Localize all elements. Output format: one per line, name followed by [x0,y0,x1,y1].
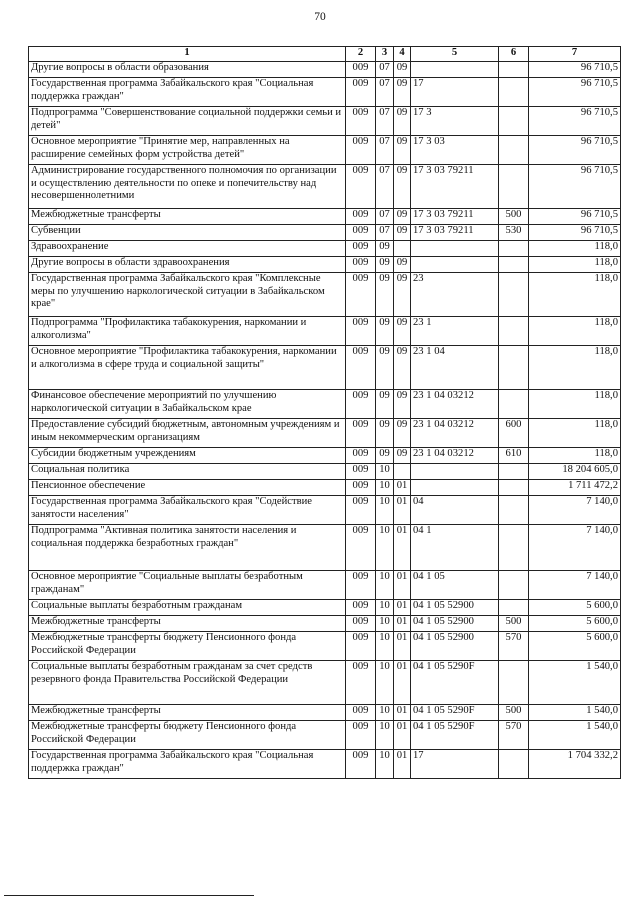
row-amount: 118,0 [529,257,621,273]
row-code-4: 01 [394,705,411,721]
table-row [29,750,621,779]
row-name: Межбюджетные трансферты [29,705,346,721]
row-name: Администрирование государственного полномочия по организации и осуществлению деятельности по опеке и попечительству над несовершеннолетними [29,165,346,209]
row-amount: 118,0 [529,390,621,419]
row-code-2: 009 [346,390,376,419]
row-amount: 118,0 [529,419,621,448]
row-code-6 [499,136,529,165]
table-row [29,165,621,209]
row-amount: 5 600,0 [529,600,621,616]
row-code-3: 10 [376,750,394,779]
row-code-2: 009 [346,241,376,257]
row-amount: 96 710,5 [529,209,621,225]
row-code-2: 009 [346,496,376,525]
row-code-2: 009 [346,616,376,632]
table-row [29,496,621,525]
row-code-2: 009 [346,600,376,616]
row-amount: 96 710,5 [529,78,621,107]
row-name: Межбюджетные трансферты [29,616,346,632]
row-code-5 [411,62,499,78]
row-code-5: 17 [411,78,499,107]
row-amount: 7 140,0 [529,525,621,571]
row-code-2: 009 [346,62,376,78]
row-code-2: 009 [346,480,376,496]
table-row [29,419,621,448]
row-code-5: 17 3 03 79211 [411,165,499,209]
row-code-3: 09 [376,257,394,273]
row-code-4 [394,241,411,257]
row-code-5: 04 1 05 52900 [411,600,499,616]
row-name: Другие вопросы в области здравоохранения [29,257,346,273]
row-code-4: 01 [394,600,411,616]
table-row [29,525,621,571]
row-code-3: 09 [376,317,394,346]
row-code-6: 500 [499,705,529,721]
row-code-5: 04 1 [411,525,499,571]
table-row [29,721,621,750]
table-row [29,346,621,390]
row-code-6 [499,241,529,257]
row-code-3: 10 [376,721,394,750]
row-code-6 [499,480,529,496]
row-name: Пенсионное обеспечение [29,480,346,496]
row-code-5: 23 1 04 03212 [411,419,499,448]
row-code-2: 009 [346,317,376,346]
row-amount: 5 600,0 [529,616,621,632]
row-code-6: 600 [499,419,529,448]
row-code-2: 009 [346,273,376,317]
row-code-6 [499,107,529,136]
row-code-5: 17 3 [411,107,499,136]
row-code-4: 01 [394,496,411,525]
header-col-7: 7 [529,47,621,62]
row-code-4: 09 [394,273,411,317]
row-code-5: 17 3 03 [411,136,499,165]
row-code-6: 530 [499,225,529,241]
table-row [29,661,621,705]
row-name: Социальная политика [29,464,346,480]
row-code-5: 23 1 04 [411,346,499,390]
row-code-5: 17 [411,750,499,779]
row-code-5: 23 [411,273,499,317]
row-name: Социальные выплаты безработным гражданам [29,600,346,616]
header-col-1: 1 [29,47,346,62]
row-code-3: 10 [376,480,394,496]
row-code-2: 009 [346,464,376,480]
row-name: Другие вопросы в области образования [29,62,346,78]
row-code-4: 01 [394,661,411,705]
row-code-6 [499,317,529,346]
row-amount: 96 710,5 [529,62,621,78]
table-row [29,464,621,480]
row-amount: 1 540,0 [529,705,621,721]
row-code-5 [411,464,499,480]
table-row [29,705,621,721]
row-code-4: 01 [394,750,411,779]
row-code-3: 10 [376,525,394,571]
row-code-3: 09 [376,390,394,419]
row-amount: 118,0 [529,346,621,390]
row-name: Подпрограмма "Совершенствование социальной поддержки семьи и детей" [29,107,346,136]
row-code-4: 09 [394,165,411,209]
row-code-5: 17 3 03 79211 [411,209,499,225]
row-code-2: 009 [346,721,376,750]
row-code-4: 09 [394,317,411,346]
page-number: 70 [314,11,326,23]
table-row [29,257,621,273]
row-code-4: 01 [394,721,411,750]
row-code-3: 07 [376,165,394,209]
row-name: Субвенции [29,225,346,241]
row-code-2: 009 [346,571,376,600]
row-code-5: 23 1 04 03212 [411,448,499,464]
row-code-4: 09 [394,209,411,225]
row-amount: 118,0 [529,273,621,317]
row-name: Государственная программа Забайкальского края "Социальная поддержка граждан" [29,750,346,779]
table-row [29,616,621,632]
table-row [29,273,621,317]
row-code-3: 10 [376,632,394,661]
row-name: Основное мероприятие "Профилактика табакокурения, наркомании и алкоголизма в сфере труда и социальной защиты" [29,346,346,390]
row-code-6 [499,525,529,571]
row-name: Подпрограмма "Активная политика занятости населения и социальная поддержка безработных граждан" [29,525,346,571]
row-amount: 96 710,5 [529,225,621,241]
row-code-3: 10 [376,571,394,600]
row-code-6 [499,78,529,107]
row-code-2: 009 [346,225,376,241]
row-code-6 [499,750,529,779]
row-code-5: 04 1 05 5290F [411,661,499,705]
row-code-2: 009 [346,107,376,136]
row-code-4: 09 [394,107,411,136]
table-row [29,448,621,464]
row-code-6: 570 [499,721,529,750]
row-code-5: 17 3 03 79211 [411,225,499,241]
row-code-3: 10 [376,600,394,616]
row-code-4: 09 [394,78,411,107]
row-code-5 [411,480,499,496]
row-name: Здравоохранение [29,241,346,257]
row-code-2: 009 [346,525,376,571]
row-amount: 96 710,5 [529,107,621,136]
row-name: Предоставление субсидий бюджетным, автономным учреждениям и иным некоммерческим организациям [29,419,346,448]
row-code-4 [394,464,411,480]
row-name: Межбюджетные трансферты бюджету Пенсионного фонда Российской Федерации [29,632,346,661]
row-name: Межбюджетные трансферты бюджету Пенсионного фонда Российской Федерации [29,721,346,750]
row-amount: 1 540,0 [529,721,621,750]
row-code-5: 04 1 05 52900 [411,616,499,632]
row-code-3: 07 [376,62,394,78]
row-amount: 7 140,0 [529,496,621,525]
table-row [29,600,621,616]
row-code-2: 009 [346,209,376,225]
row-code-6 [499,257,529,273]
row-code-6: 570 [499,632,529,661]
row-code-2: 009 [346,346,376,390]
row-amount: 5 600,0 [529,632,621,661]
row-code-6 [499,496,529,525]
row-code-4: 09 [394,225,411,241]
row-code-4: 01 [394,480,411,496]
row-code-3: 07 [376,209,394,225]
row-name: Основное мероприятие "Социальные выплаты безработным гражданам" [29,571,346,600]
row-code-3: 07 [376,107,394,136]
row-code-4: 09 [394,257,411,273]
row-code-6 [499,390,529,419]
table-row [29,136,621,165]
row-code-5: 04 1 05 [411,571,499,600]
header-col-3: 3 [376,47,394,62]
row-code-4: 01 [394,571,411,600]
row-code-4: 09 [394,136,411,165]
row-code-4: 01 [394,525,411,571]
row-amount: 1 704 332,2 [529,750,621,779]
row-code-4: 01 [394,616,411,632]
row-code-6: 500 [499,209,529,225]
row-code-2: 009 [346,661,376,705]
row-code-6 [499,661,529,705]
table-row [29,571,621,600]
row-amount: 7 140,0 [529,571,621,600]
row-code-2: 009 [346,705,376,721]
table-body [29,62,621,779]
row-code-6 [499,62,529,78]
row-code-6 [499,346,529,390]
row-code-5: 04 1 05 5290F [411,705,499,721]
row-name: Межбюджетные трансферты [29,209,346,225]
row-code-6 [499,600,529,616]
header-col-2: 2 [346,47,376,62]
row-code-3: 09 [376,241,394,257]
row-name: Государственная программа Забайкальского края "Социальная поддержка граждан" [29,78,346,107]
table-row [29,78,621,107]
table-row [29,107,621,136]
row-code-6 [499,273,529,317]
row-code-5: 04 [411,496,499,525]
row-code-4: 09 [394,62,411,78]
row-code-3: 10 [376,464,394,480]
row-code-3: 09 [376,448,394,464]
header-col-4: 4 [394,47,411,62]
row-code-2: 009 [346,632,376,661]
header-col-5: 5 [411,47,499,62]
row-code-5: 23 1 04 03212 [411,390,499,419]
row-code-2: 009 [346,136,376,165]
row-code-3: 07 [376,78,394,107]
table-row [29,225,621,241]
row-amount: 1 540,0 [529,661,621,705]
table-header-row [29,47,621,62]
footnote-divider [4,895,254,896]
row-code-3: 09 [376,273,394,317]
row-code-2: 009 [346,419,376,448]
row-code-5: 04 1 05 52900 [411,632,499,661]
row-code-5 [411,241,499,257]
row-code-3: 07 [376,225,394,241]
budget-table [28,46,621,779]
table-row [29,317,621,346]
row-name: Основное мероприятие "Принятие мер, направленных на расширение семейных форм устройства детей" [29,136,346,165]
row-code-6 [499,571,529,600]
row-name: Подпрограмма "Профилактика табакокурения, наркомании и алкоголизма" [29,317,346,346]
row-code-6: 610 [499,448,529,464]
row-code-3: 10 [376,616,394,632]
row-amount: 118,0 [529,317,621,346]
row-code-3: 07 [376,136,394,165]
table-row [29,62,621,78]
row-code-6: 500 [499,616,529,632]
row-code-5 [411,257,499,273]
row-name: Финансовое обеспечение мероприятий по улучшению наркологической ситуации в Забайкальском крае [29,390,346,419]
row-code-2: 009 [346,165,376,209]
row-name: Социальные выплаты безработным гражданам за счет средств резервного фонда Правительства Российской Федерации [29,661,346,705]
table-row [29,632,621,661]
row-code-2: 009 [346,257,376,273]
row-code-4: 09 [394,390,411,419]
row-name: Государственная программа Забайкальского края "Комплексные меры по улучшению наркологической ситуации в Забайкальском крае" [29,273,346,317]
row-code-3: 10 [376,705,394,721]
row-amount: 18 204 605,0 [529,464,621,480]
row-code-4: 01 [394,632,411,661]
row-code-3: 10 [376,496,394,525]
row-code-3: 09 [376,419,394,448]
row-amount: 96 710,5 [529,136,621,165]
table-row [29,241,621,257]
row-code-3: 09 [376,346,394,390]
row-amount: 1 711 472,2 [529,480,621,496]
row-code-4: 09 [394,448,411,464]
row-amount: 96 710,5 [529,165,621,209]
table-row [29,209,621,225]
row-name: Государственная программа Забайкальского края "Содействие занятости населения" [29,496,346,525]
row-code-2: 009 [346,78,376,107]
row-amount: 118,0 [529,448,621,464]
row-code-6 [499,464,529,480]
row-code-3: 10 [376,661,394,705]
row-code-6 [499,165,529,209]
row-code-4: 09 [394,346,411,390]
row-name: Субсидии бюджетным учреждениям [29,448,346,464]
row-code-2: 009 [346,750,376,779]
row-code-5: 23 1 [411,317,499,346]
row-code-2: 009 [346,448,376,464]
table-row [29,390,621,419]
header-col-6: 6 [499,47,529,62]
row-code-4: 09 [394,419,411,448]
table-row [29,480,621,496]
row-amount: 118,0 [529,241,621,257]
row-code-5: 04 1 05 5290F [411,721,499,750]
